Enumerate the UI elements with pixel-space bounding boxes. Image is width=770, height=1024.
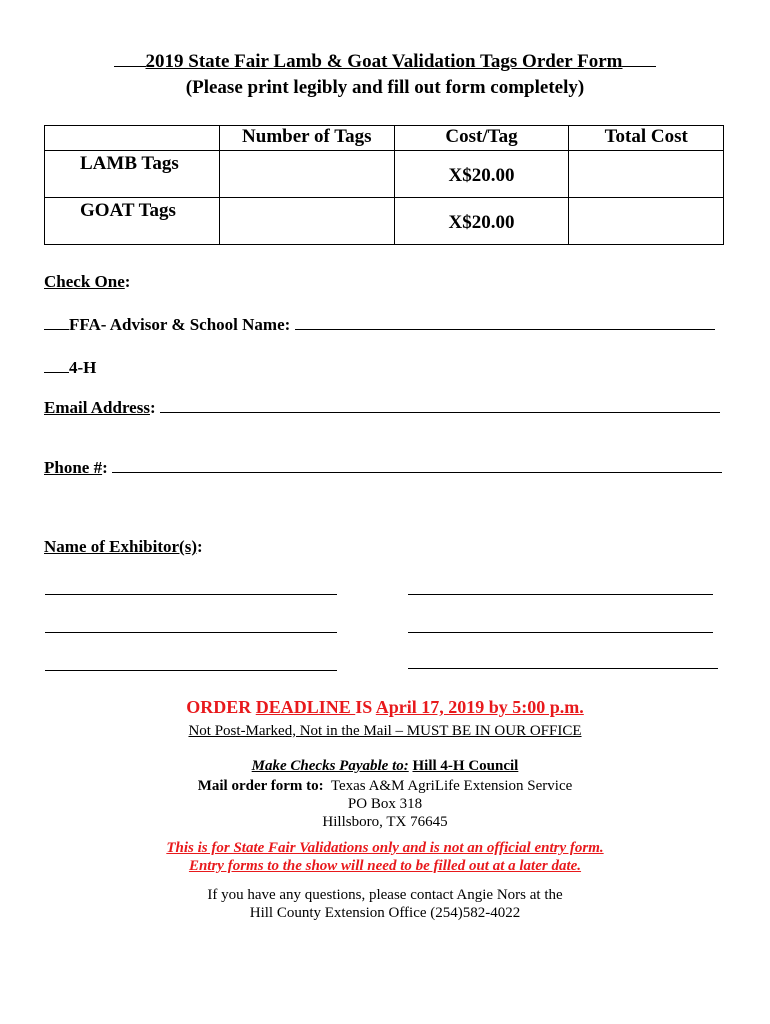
notice-line-2: Entry forms to the show will need to be filled out at a later date.	[188, 858, 582, 874]
table-header-total: Total Cost	[569, 126, 724, 151]
form-subtitle: (Please print legibly and fill out form completely)	[185, 77, 585, 98]
order-deadline	[0, 697, 770, 718]
goat-label: GOAT Tags	[80, 200, 176, 221]
checks-payable	[0, 757, 770, 775]
ffa-row	[44, 315, 734, 335]
deadline-note-text: Not Post-Marked, Not in the Mail – MUST BE IN OUR OFFICE	[188, 723, 582, 739]
table-row-lamb	[45, 151, 724, 198]
title-underline-left	[114, 48, 146, 67]
ffa-label: FFA- Advisor & School Name:	[69, 315, 291, 334]
contact-line-2: Hill County Extension Office (254)582-4022	[249, 905, 521, 921]
lamb-label-cell	[45, 151, 220, 198]
ffa-checkbox[interactable]	[44, 315, 69, 330]
exhibitor-name-field-4[interactable]	[408, 632, 713, 633]
exhibitors-label: Name of Exhibitor(s)	[44, 537, 197, 556]
form-title-text: 2019 State Fair Lamb & Goat Validation Tags Order Form	[145, 51, 623, 72]
deadline-date: April 17, 2019 by 5:00 p.m.	[375, 697, 584, 717]
mail-label: Mail order form to:	[197, 778, 324, 794]
mail-order	[0, 777, 770, 795]
exhibitor-name-field-1[interactable]	[45, 594, 337, 595]
checks-label: Make Checks Payable to:	[251, 758, 409, 774]
check-one-heading	[44, 272, 130, 292]
lamb-cost-cell	[394, 151, 569, 198]
exhibitor-name-field-6[interactable]	[408, 668, 718, 669]
exhibitors-heading	[44, 537, 203, 557]
deadline-note	[0, 722, 770, 740]
mail-line-1: Texas A&M AgriLife Extension Service	[330, 778, 573, 794]
order-table	[44, 125, 724, 245]
lamb-number-input[interactable]	[219, 151, 394, 198]
fourh-checkbox[interactable]	[44, 358, 69, 373]
ffa-school-field[interactable]	[295, 315, 715, 330]
title-underline-right	[622, 48, 656, 67]
email-colon: :	[149, 398, 156, 417]
phone-label: Phone #	[44, 458, 103, 477]
deadline-part-2: DEADLINE	[255, 697, 356, 717]
table-header-cost: Cost/Tag	[394, 126, 569, 151]
exhibitor-name-field-5[interactable]	[45, 670, 337, 671]
mail-line-3: Hillsboro, TX 76645	[322, 814, 448, 830]
fourh-label: 4-H	[69, 358, 97, 377]
goat-cost: X$20.00	[448, 212, 515, 233]
email-label: Email Address	[44, 398, 150, 417]
phone-row	[44, 458, 744, 478]
phone-field[interactable]	[112, 458, 722, 473]
table-header-number: Number of Tags	[219, 126, 394, 151]
lamb-total-input[interactable]	[569, 151, 724, 198]
mail-line-2: PO Box 318	[347, 796, 423, 812]
lamb-label: LAMB Tags	[80, 153, 179, 174]
exhibitor-name-field-2[interactable]	[408, 594, 713, 595]
goat-label-cell	[45, 198, 220, 245]
email-row	[44, 398, 734, 418]
deadline-part-1: ORDER	[186, 697, 256, 717]
exhibitors-colon: :	[196, 537, 203, 556]
check-one-label: Check One	[44, 272, 125, 291]
exhibitor-name-field-3[interactable]	[45, 632, 337, 633]
goat-total-input[interactable]	[569, 198, 724, 245]
deadline-part-3: IS	[355, 697, 376, 717]
checks-value: Hill 4-H Council	[412, 758, 519, 774]
lamb-cost: X$20.00	[448, 165, 515, 186]
notice-line-1: This is for State Fair Validations only and is not an official entry form.	[166, 840, 604, 856]
goat-number-input[interactable]	[219, 198, 394, 245]
phone-colon: :	[102, 458, 108, 477]
fourh-row	[44, 358, 96, 378]
form-title	[0, 48, 770, 74]
goat-cost-cell	[394, 198, 569, 245]
check-one-colon: :	[124, 272, 131, 291]
table-row-goat	[45, 198, 724, 245]
table-header-empty	[45, 126, 220, 151]
contact-line-1: If you have any questions, please contact Angie Nors at the	[207, 887, 563, 903]
table-header-row	[45, 126, 724, 151]
email-field[interactable]	[160, 398, 720, 413]
